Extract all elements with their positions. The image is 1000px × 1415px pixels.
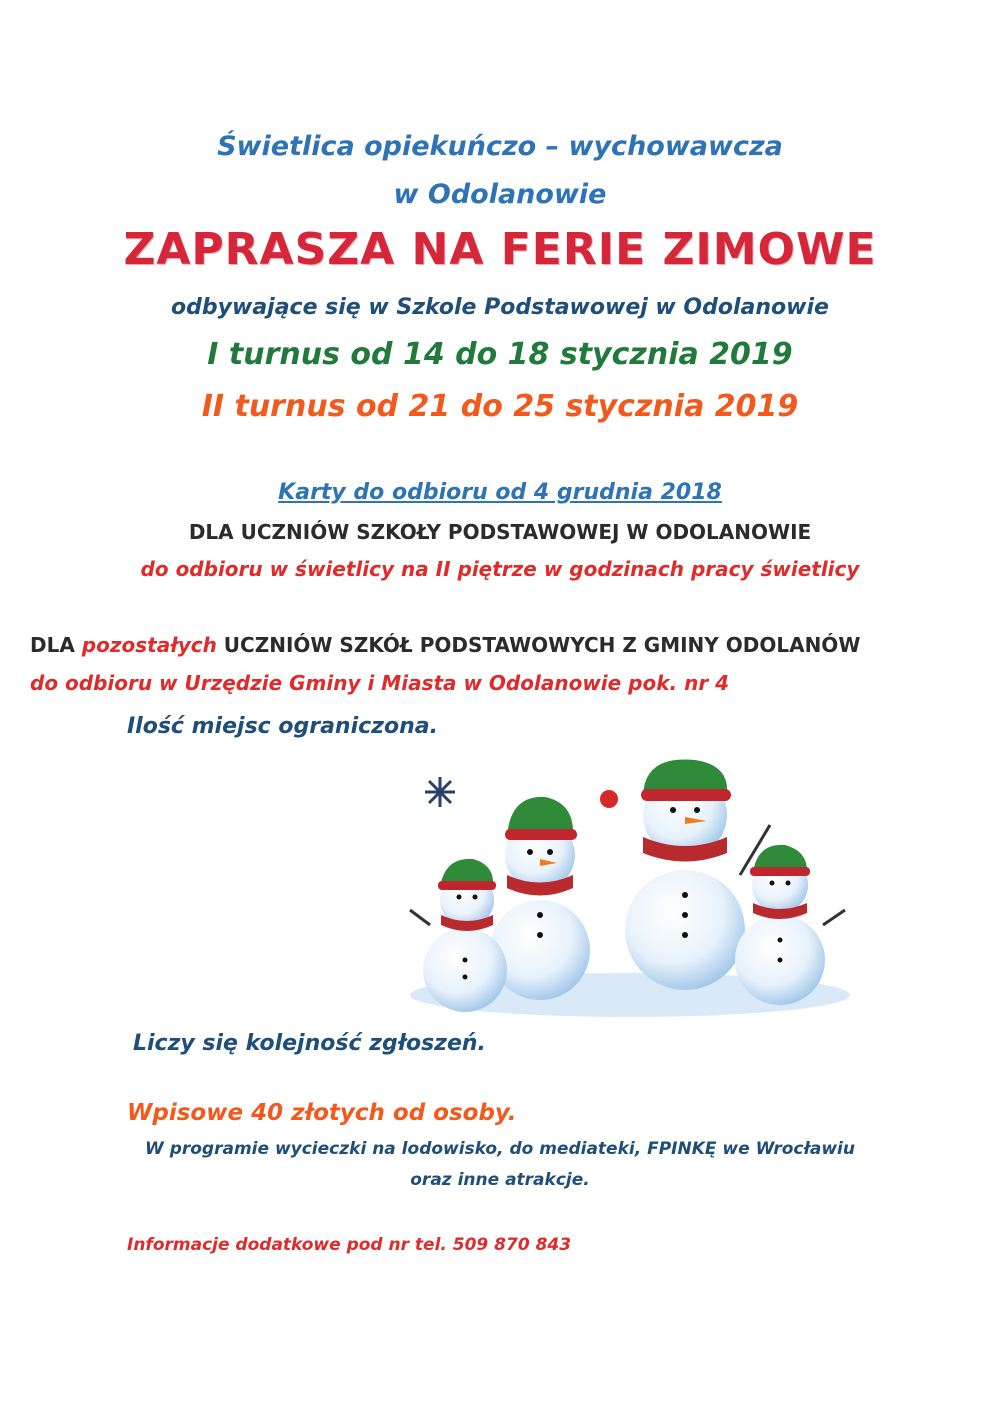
school-pickup-text: do odbioru w świetlicy na II piętrze w godzinach pracy świetlicy — [140, 557, 860, 581]
other-prefix: DLA — [30, 633, 82, 657]
other-suffix: UCZNIÓW SZKÓŁ PODSTAWOWYCH Z GMINY ODOLANÓW — [216, 633, 861, 657]
snowflake-icon — [425, 777, 455, 807]
limited-places-text: Ilość miejsc ograniczona. — [127, 714, 438, 739]
program-line-2: oraz inne atrakcje. — [410, 1170, 590, 1190]
fee-text: Wpisowe 40 złotych od osoby. — [127, 1100, 517, 1126]
school-pupils-heading: DLA UCZNIÓW SZKOŁY PODSTAWOWEJ W ODOLANOWIE — [188, 520, 812, 544]
headline: ZAPRASZA NA FERIE ZIMOWE — [123, 224, 877, 275]
snowman-small-right — [735, 845, 845, 1005]
program-line-1: W programie wycieczki na lodowisko, do mediateki, FPINKĘ we Wrocławiu — [145, 1139, 855, 1159]
snowmen-illustration — [395, 755, 855, 1035]
turnus-1: I turnus od 14 do 18 stycznia 2019 — [207, 337, 793, 372]
other-pupils-heading — [30, 635, 990, 655]
other-pickup-text: do odbioru w Urzędzie Gminy i Miasta w Odolanowie pok. nr 4 — [30, 671, 730, 695]
header-line-1: Świetlica opiekuńczo – wychowawcza — [217, 131, 783, 162]
queue-text: Liczy się kolejność zgłoszeń. — [133, 1031, 486, 1056]
info-text: Informacje dodatkowe pod nr tel. 509 870 843 — [127, 1235, 572, 1255]
other-highlight: pozostałych — [81, 633, 217, 657]
header-line-2: w Odolanowie — [393, 179, 607, 210]
venue-text: odbywające się w Szkole Podstawowej w Odolanowie — [171, 295, 829, 320]
turnus-2: II turnus od 21 do 25 stycznia 2019 — [201, 389, 799, 424]
cards-title: Karty do odbioru od 4 grudnia 2018 — [278, 480, 722, 505]
